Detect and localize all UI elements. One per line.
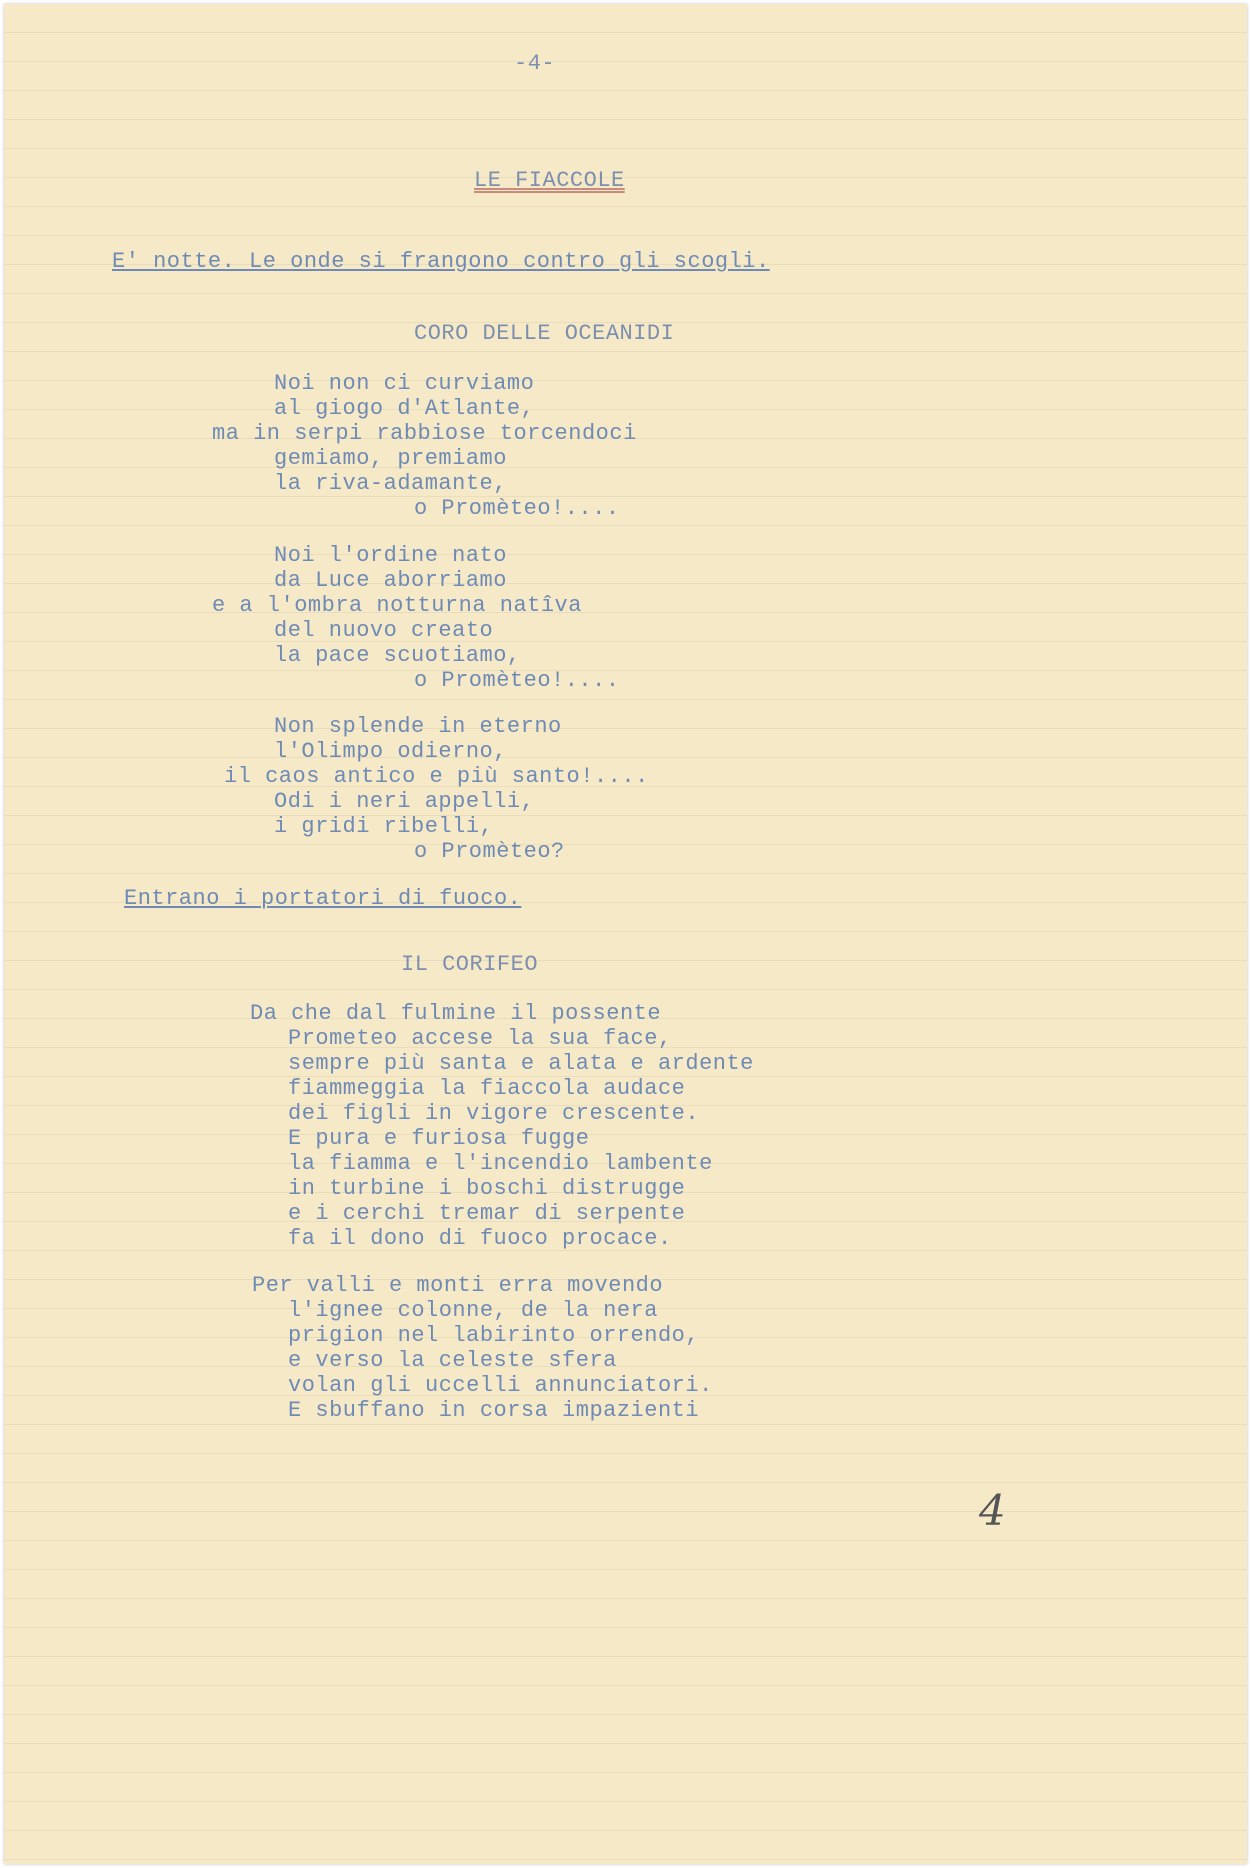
verse-line: o Promèteo!....	[414, 496, 620, 521]
verse-line: Prometeo accese la sua face,	[288, 1026, 672, 1051]
verse-line: E pura e furiosa fugge	[288, 1126, 590, 1151]
verse-line: da Luce aborriamo	[274, 568, 507, 593]
verse-line: dei figli in vigore crescente.	[288, 1101, 700, 1126]
verse-line: i gridi ribelli,	[274, 814, 494, 839]
verse-line: e i cerchi tremar di serpente	[288, 1201, 686, 1226]
verse-line: in turbine i boschi distrugge	[288, 1176, 686, 1201]
stage-direction-night: E' notte. Le onde si frangono contro gli scogli.	[112, 249, 770, 274]
verse-line: ma in serpi rabbiose torcendoci	[212, 421, 637, 446]
verse-line: fa il dono di fuoco procace.	[288, 1226, 672, 1251]
verse-line: volan gli uccelli annunciatori.	[288, 1373, 713, 1398]
verse-line: al giogo d'Atlante,	[274, 396, 535, 421]
verse-line: E sbuffano in corsa impazienti	[288, 1398, 700, 1423]
verse-line: gemiamo, premiamo	[274, 446, 507, 471]
verse-line: o Promèteo?	[414, 839, 565, 864]
chorus-heading: CORO DELLE OCEANIDI	[414, 321, 675, 346]
handwritten-page-number: 4	[979, 1486, 1006, 1535]
page-number: -4-	[514, 51, 556, 76]
verse-line: la pace scuotiamo,	[274, 643, 521, 668]
verse-line: Odi i neri appelli,	[274, 789, 535, 814]
verse-line: il caos antico e più santo!....	[224, 764, 649, 789]
corifeo-heading: IL CORIFEO	[401, 952, 539, 977]
verse-line: l'ignee colonne, de la nera	[288, 1298, 658, 1323]
verse-line: la fiamma e l'incendio lambente	[288, 1151, 713, 1176]
verse-line: fiammeggia la fiaccola audace	[288, 1076, 686, 1101]
verse-line: Noi l'ordine nato	[274, 543, 507, 568]
verse-line: la riva-adamante,	[274, 471, 507, 496]
stage-direction-fire-bearers: Entrano i portatori di fuoco.	[124, 886, 522, 911]
verse-line: del nuovo creato	[274, 618, 494, 643]
verse-line: sempre più santa e alata e ardente	[288, 1051, 754, 1076]
verse-line: e a l'ombra notturna natîva	[212, 593, 582, 618]
verse-line: o Promèteo!....	[414, 668, 620, 693]
verse-line: e verso la celeste sfera	[288, 1348, 617, 1373]
verse-line: Da che dal fulmine il possente	[250, 1001, 662, 1026]
verse-line: l'Olimpo odierno,	[274, 739, 507, 764]
verse-line: prigion nel labirinto orrendo,	[288, 1323, 700, 1348]
page-title: LE FIACCOLE	[474, 168, 625, 193]
verse-line: Per valli e monti erra movendo	[252, 1273, 664, 1298]
document-page	[4, 4, 1247, 1864]
verse-line: Noi non ci curviamo	[274, 371, 535, 396]
verse-line: Non splende in eterno	[274, 714, 562, 739]
